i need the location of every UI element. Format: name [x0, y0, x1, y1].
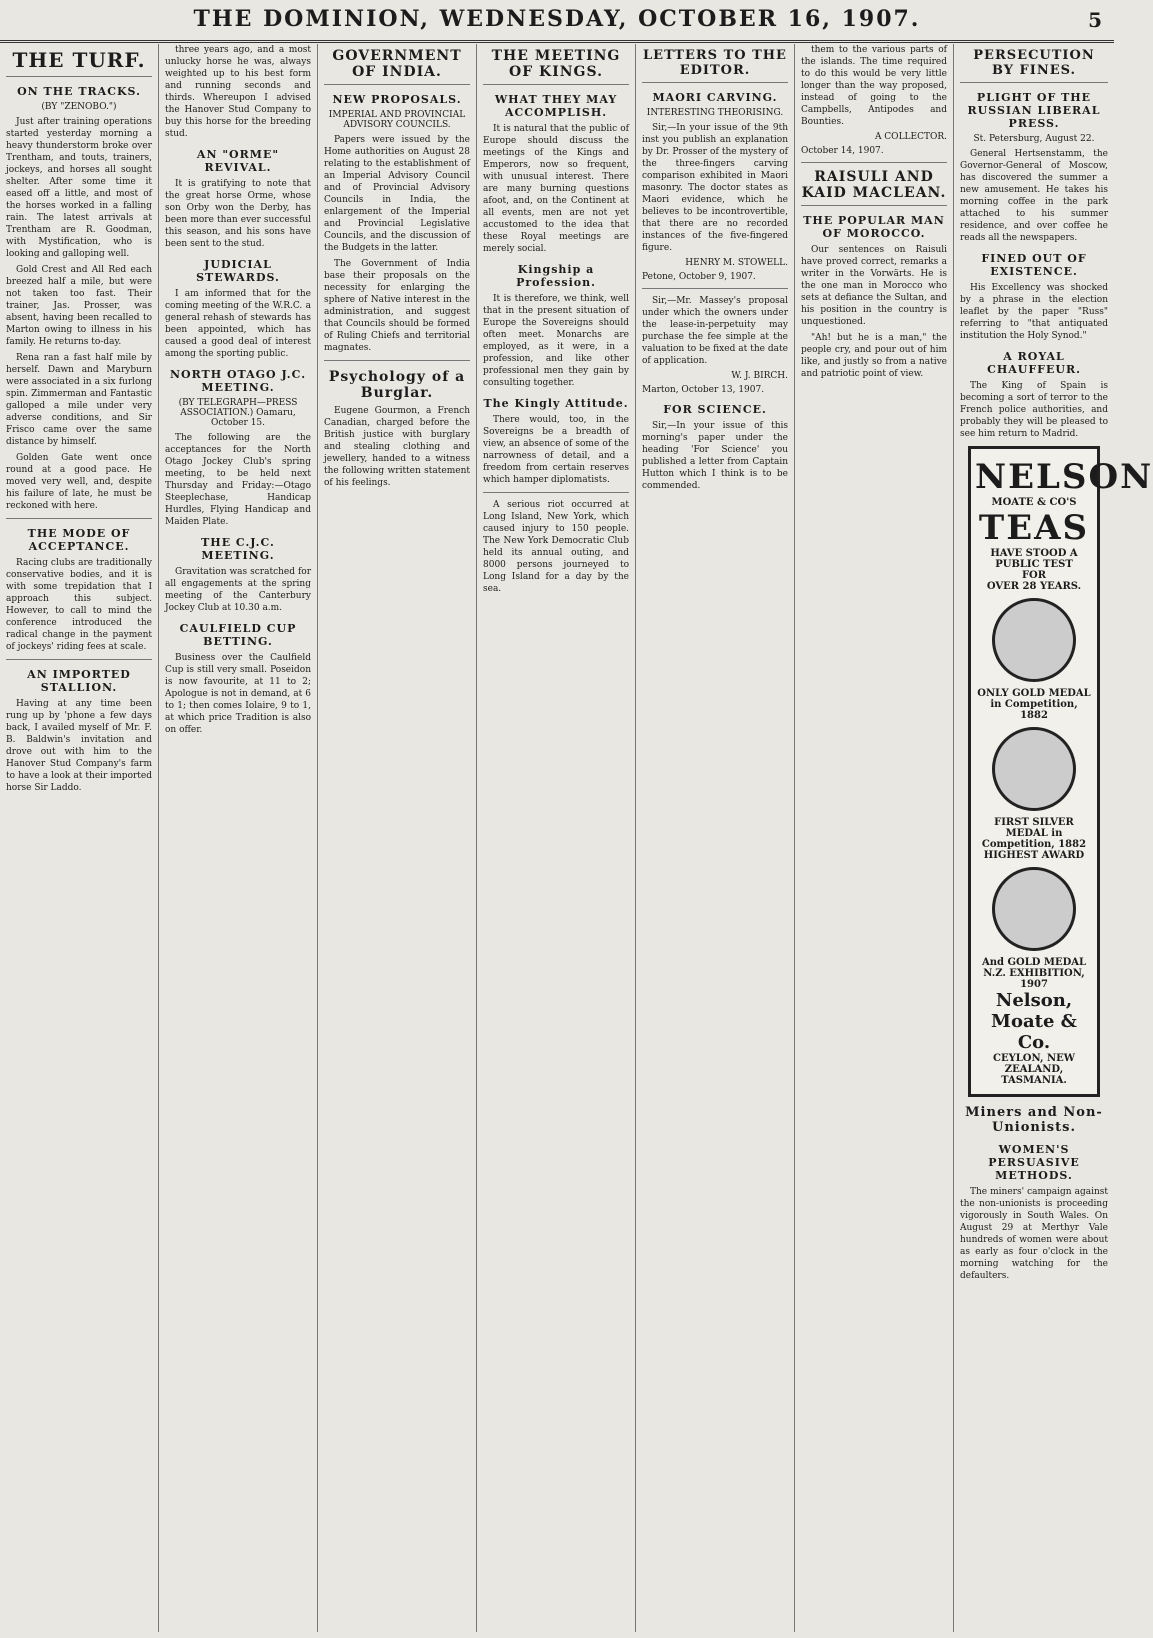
- collector-date: October 14, 1907.: [801, 146, 884, 156]
- maori-carving-heading: MAORI CARVING.: [652, 91, 778, 104]
- theorising-subheading: INTERESTING THEORISING.: [646, 108, 784, 118]
- byline: (BY "ZENOBO."): [41, 102, 117, 112]
- caulfield-cup-heading: CAULFIELD CUP BETTING.: [179, 622, 297, 648]
- raisuli-para-2: "Ah! but he is a man," the people cry, and pour out of him like, and justly so from a native and patriotic point of view.: [801, 333, 947, 379]
- kingship-heading: Kingship a Profession.: [516, 263, 596, 289]
- raisuli-para-1: Our sentences on Raisuli have proved correct, remarks a writer in the Vorwärts. He is the one man in Morocco who sets at defiance the Sultan, and his position in the country is unquestioned.: [801, 245, 947, 327]
- divider: [6, 518, 152, 519]
- letter-para-2: Sir,—Mr. Massey's proposal under which the owners under the lease-in-perpetuity may purchase the fee simple at the valuation to be fixed at the date of application.: [642, 296, 788, 366]
- mode-of-acceptance-heading: THE MODE OF ACCEPTANCE.: [27, 527, 131, 553]
- turf-para-3: Rena ran a fast half mile by herself. Dawn and Maryburn were associated in a six furlong spin. Zimmerman and Fantastic galloped a mile under very adverse conditions, and Sir Frisco came over the same distance by himself.: [6, 353, 152, 447]
- divider: [324, 360, 470, 361]
- india-para-2: The Government of India base their proposals on the necessity for enlarging the sphere of Native interest in the administration, and suggest that Councils should be formed of Ruling Chiefs and territorial magnates.: [324, 259, 470, 353]
- ad-years: OVER 28 YEARS.: [986, 581, 1082, 592]
- ad-company: MOATE & CO'S: [991, 497, 1077, 508]
- royal-chauffeur-heading: A ROYAL CHAUFFEUR.: [987, 350, 1081, 376]
- stallion-para: Having at any time been rung up by 'phone a few days back, I availed myself of Mr. F. B. Baldwin's invitation and drove out with him to the Hanover Stud Company's farm to have a look at their imported horse Sir Laddo.: [6, 699, 152, 793]
- miners-para: The miners' campaign against the non-unionists is proceeding vigorously in South Wales. On August 29 at Merthyr Vale hundreds of women were about as early as four o'clock in the morning watching for the defaulters.: [960, 1187, 1108, 1281]
- burglar-heading: Psychology of a Burglar.: [328, 369, 466, 401]
- ad-for: FOR: [1021, 570, 1047, 581]
- cjc-meeting-heading: THE C.J.C. MEETING.: [201, 536, 275, 562]
- divider: [6, 659, 152, 660]
- fined-out-heading: FINED OUT OF EXISTENCE.: [981, 252, 1087, 278]
- ad-award-2: FIRST SILVER MEDAL in Competition, 1882: [981, 817, 1087, 850]
- new-proposals-heading: NEW PROPOSALS.: [332, 93, 462, 106]
- turf-para-1: Just after training operations started yesterday morning a heavy thunderstorm broke over Trentham, and touts, trainers, jockeys, and horses all sought shelter. After some time it eased off a little, and most of the horses worked in a falling rain. The latest arrivals at Trentham are R. Goodman, with Mystification, who is looking and galloping well.: [6, 117, 152, 259]
- place-marton: Marton, October 13, 1907.: [642, 385, 765, 395]
- india-heading: GOVERNMENT OF INDIA.: [324, 48, 470, 85]
- ad-award-3: HIGHEST AWARD: [983, 850, 1085, 861]
- ad-brand: NELSON: [975, 457, 1153, 497]
- turf-heading: THE TURF.: [6, 48, 152, 77]
- column-6: [795, 44, 954, 1632]
- turf-para-4: Golden Gate went once round at a good pace. He moved very well, and, despite his failure of late, he must be reckoned with here.: [6, 453, 152, 511]
- col6-para-1: them to the various parts of the islands. The time required to do this would be very little longer than the way proposed, instead of going to the Campbells, Antipodes and Bounties.: [801, 45, 947, 127]
- russian-press-heading: PLIGHT OF THE RUSSIAN LIBERAL PRESS.: [967, 91, 1101, 130]
- place-petone: Petone, October 9, 1907.: [642, 272, 756, 282]
- signature-stowell: HENRY M. STOWELL.: [685, 258, 788, 268]
- ad-places: CEYLON, NEW ZEALAND, TASMANIA.: [993, 1053, 1075, 1086]
- on-the-tracks-heading: ON THE TRACKS.: [17, 85, 141, 98]
- caulfield-para: Business over the Caulfield Cup is still very small. Poseidon is now favourite, at 11 to 2; Apologue is not in demand, at 6 to 1; then comes Iolaire, 9 to 1, at which price Tradition is also on offer.: [165, 653, 311, 735]
- ad-award-1: ONLY GOLD MEDAL in Competition, 1882: [977, 688, 1091, 721]
- column-2: [159, 44, 318, 1632]
- kings-para-3: There would, too, in the Sovereigns be a breadth of view, an absence of some of the narrowness of detail, and a freedom from certain reserves which hamper diplomatists.: [483, 415, 629, 485]
- ad-award-4: And GOLD MEDAL N.Z. EXHIBITION, 1907: [981, 957, 1087, 990]
- cjc-para: Gravitation was scratched for all engagements at the spring meeting of the Canterbury Jockey Club at 10.30 a.m.: [165, 567, 311, 613]
- north-otago-heading: NORTH OTAGO J.C. MEETING.: [169, 368, 307, 394]
- stewards-para: I am informed that for the coming meeting of the W.R.C. a general rehash of stewards has been appointed, which has caused a good deal of interest among the sporting public.: [165, 289, 311, 359]
- meeting-of-kings-heading: THE MEETING OF KINGS.: [483, 48, 629, 85]
- ad-maker: Nelson, Moate & Co.: [991, 990, 1077, 1053]
- womens-methods-heading: WOMEN'S PERSUASIVE METHODS.: [988, 1143, 1080, 1182]
- popular-man-heading: THE POPULAR MAN OF MOROCCO.: [803, 214, 945, 240]
- kings-para-2: It is therefore, we think, well that in the present situation of Europe the Sovereigns should often meet. Monarchs are employed, as it were, in a profession, and like other professional men they gain by consulting together.: [483, 294, 629, 388]
- ad-claim: HAVE STOOD A PUBLIC TEST: [990, 548, 1078, 570]
- masthead-title: THE DOMINION, WEDNESDAY, OCTOBER 16, 1907.: [193, 6, 921, 32]
- chauffeur-para: The King of Spain is becoming a sort of terror to the French police authorities, and probably they will be pleased to see him return to Madrid.: [960, 381, 1108, 439]
- ad-product: TEAS: [978, 508, 1090, 548]
- telegraph-line: (BY TELEGRAPH—PRESS ASSOCIATION.) Oamaru, October 15.: [178, 398, 298, 428]
- col2-para-1: three years ago, and a most unlucky horse he was, always weighted up to his best form and running seconds and thirds. Whereupon I advised the Hanover Stud Company to buy this horse for the breeding stud.: [165, 45, 311, 139]
- kingly-attitude-heading: The Kingly Attitude.: [483, 397, 629, 410]
- science-para: Sir,—In your issue of this morning's paper under the heading 'For Science' you published a letter from Captain Hutton which I think is to be commended.: [642, 421, 788, 491]
- medal-icon: [992, 598, 1076, 682]
- persecution-heading: PERSECUTION BY FINES.: [960, 48, 1108, 83]
- miners-heading: Miners and Non-Unionists.: [965, 1105, 1103, 1135]
- acceptance-para: Racing clubs are traditionally conservative bodies, and it is with some trepidation that I approach this subject. However, to call to mind the conference introduced the radical change in the payment of jockeys' riding fees at scale.: [6, 558, 152, 652]
- divider: [642, 288, 788, 289]
- nelson-tea-advertisement: [968, 446, 1153, 1097]
- medal-icon: [992, 867, 1076, 951]
- accomplish-heading: WHAT THEY MAY ACCOMPLISH.: [494, 93, 618, 119]
- india-para-1: Papers were issued by the Home authorities on August 28 relating to the establishment of an Imperial Advisory Council and of Provincial Advisory Councils in India, the enlargement of the Imperial and Provincial Legislative Councils, and the discussion of the Budgets in the latter.: [324, 135, 470, 253]
- advisory-councils-subheading: IMPERIAL AND PROVINCIAL ADVISORY COUNCILS.: [328, 110, 466, 130]
- signature-birch: W. J. BIRCH.: [731, 371, 788, 381]
- letter-para-1: Sir,—In your issue of the 9th inst you publish an explanation by Dr. Prosser of the mystery of the three-fingers carving comparison exhibited in Maori masonry. The doctor states as Maori evidence, which he believes to be incontrovertible, that there are no recorded instances of the five-fingered figure.: [642, 123, 788, 253]
- divider: [483, 492, 629, 493]
- orme-para: It is gratifying to note that the great horse Orme, whose son Orby won the Derby, has been more than ever successful this season, and his sons have been sent to the stud.: [165, 179, 311, 249]
- imported-stallion-heading: AN IMPORTED STALLION.: [27, 668, 131, 694]
- signature-collector: A COLLECTOR.: [874, 132, 947, 142]
- burglar-para: Eugene Gourmon, a French Canadian, charged before the British justice with burglary and stealing clothing and jewellery, handed to a witness the following written statement of his feelings.: [324, 406, 470, 488]
- page-number: 5: [1088, 8, 1102, 32]
- persecution-para-2: His Excellency was shocked by a phrase in the election leaflet by the paper "Russ" referring to "that antiquated institution the Holy Synod.": [960, 283, 1108, 341]
- column-3: [318, 44, 477, 1632]
- persecution-para-1: General Hertsenstamm, the Governor-General of Moscow, has discovered the summer a new amusement. He takes his morning coffee in the park attached to his summer residence, and over coffee he reads all the newspapers.: [960, 149, 1108, 243]
- column-1: [0, 44, 159, 1632]
- orme-revival-heading: AN "ORME" REVIVAL.: [196, 148, 280, 174]
- north-otago-para: The following are the acceptances for the North Otago Jockey Club's spring meeting, to be held next Thursday and Friday:—Otago Steeplechase, Handicap Hurdles, Flying Handicap and Maiden Plate.: [165, 433, 311, 527]
- letters-heading: LETTERS TO THE EDITOR.: [642, 48, 788, 83]
- st-petersburg-dateline: St. Petersburg, August 22.: [973, 134, 1095, 144]
- column-4: [477, 44, 636, 1632]
- column-5: [636, 44, 795, 1632]
- judicial-stewards-heading: JUDICIAL STEWARDS.: [196, 258, 280, 284]
- column-7: [954, 44, 1153, 1632]
- medal-icon: [992, 727, 1076, 811]
- riot-para: A serious riot occurred at Long Island, New York, which caused injury to 150 people. The New York Democratic Club held its annual outing, and 8000 persons journeyed to Long Island for a day by the sea.: [483, 500, 629, 594]
- raisuli-heading: RAISULI AND KAID MACLEAN.: [801, 169, 947, 206]
- masthead: [0, 0, 1114, 43]
- divider: [801, 162, 947, 163]
- kings-para-1: It is natural that the public of Europe should discuss the meetings of the Kings and Emperors, now so frequent, with unusual interest. There are many burning questions afoot, and, on the Continent at all events, men are not yet accustomed to the idea that these Royal meetings are merely social.: [483, 124, 629, 254]
- for-science-heading: FOR SCIENCE.: [663, 403, 767, 416]
- turf-para-2: Gold Crest and All Red each breezed half a mile, but were not taken too fast. Their trainer, Jas. Prosser, was absent, having been recalled to Marton owing to illness in his family. He returns to-day.: [6, 265, 152, 347]
